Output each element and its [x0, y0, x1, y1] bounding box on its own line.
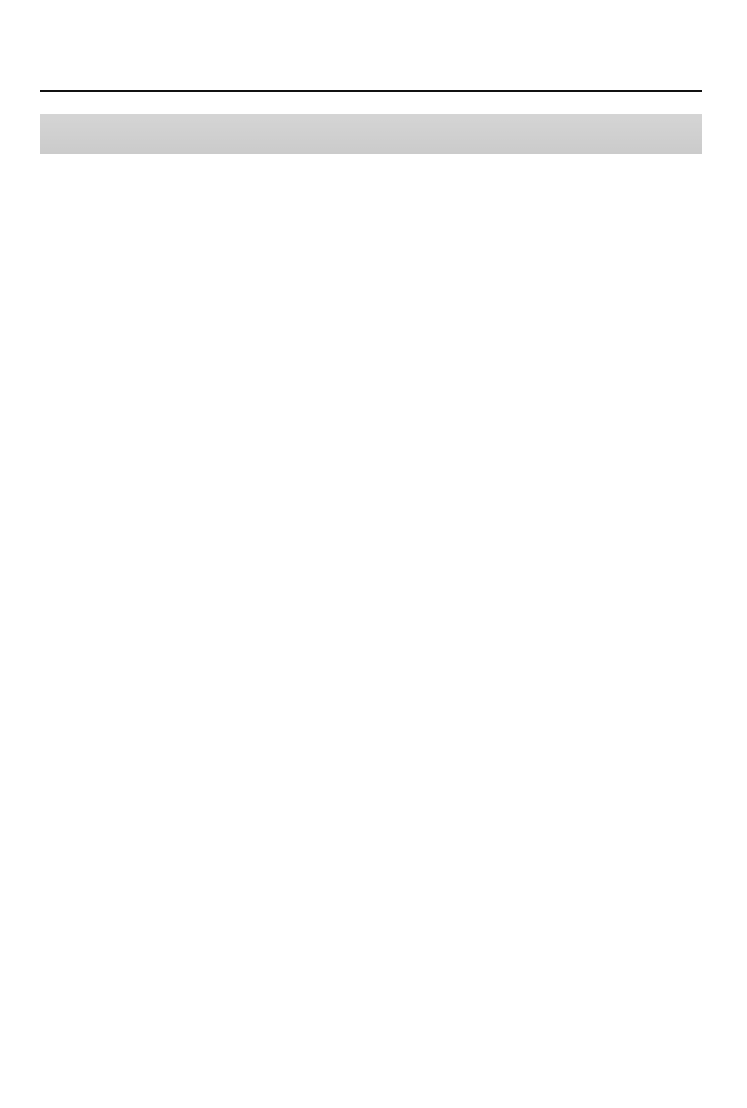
page-header [40, 52, 702, 92]
header-rule [40, 90, 702, 92]
column-header-bar [40, 114, 702, 154]
